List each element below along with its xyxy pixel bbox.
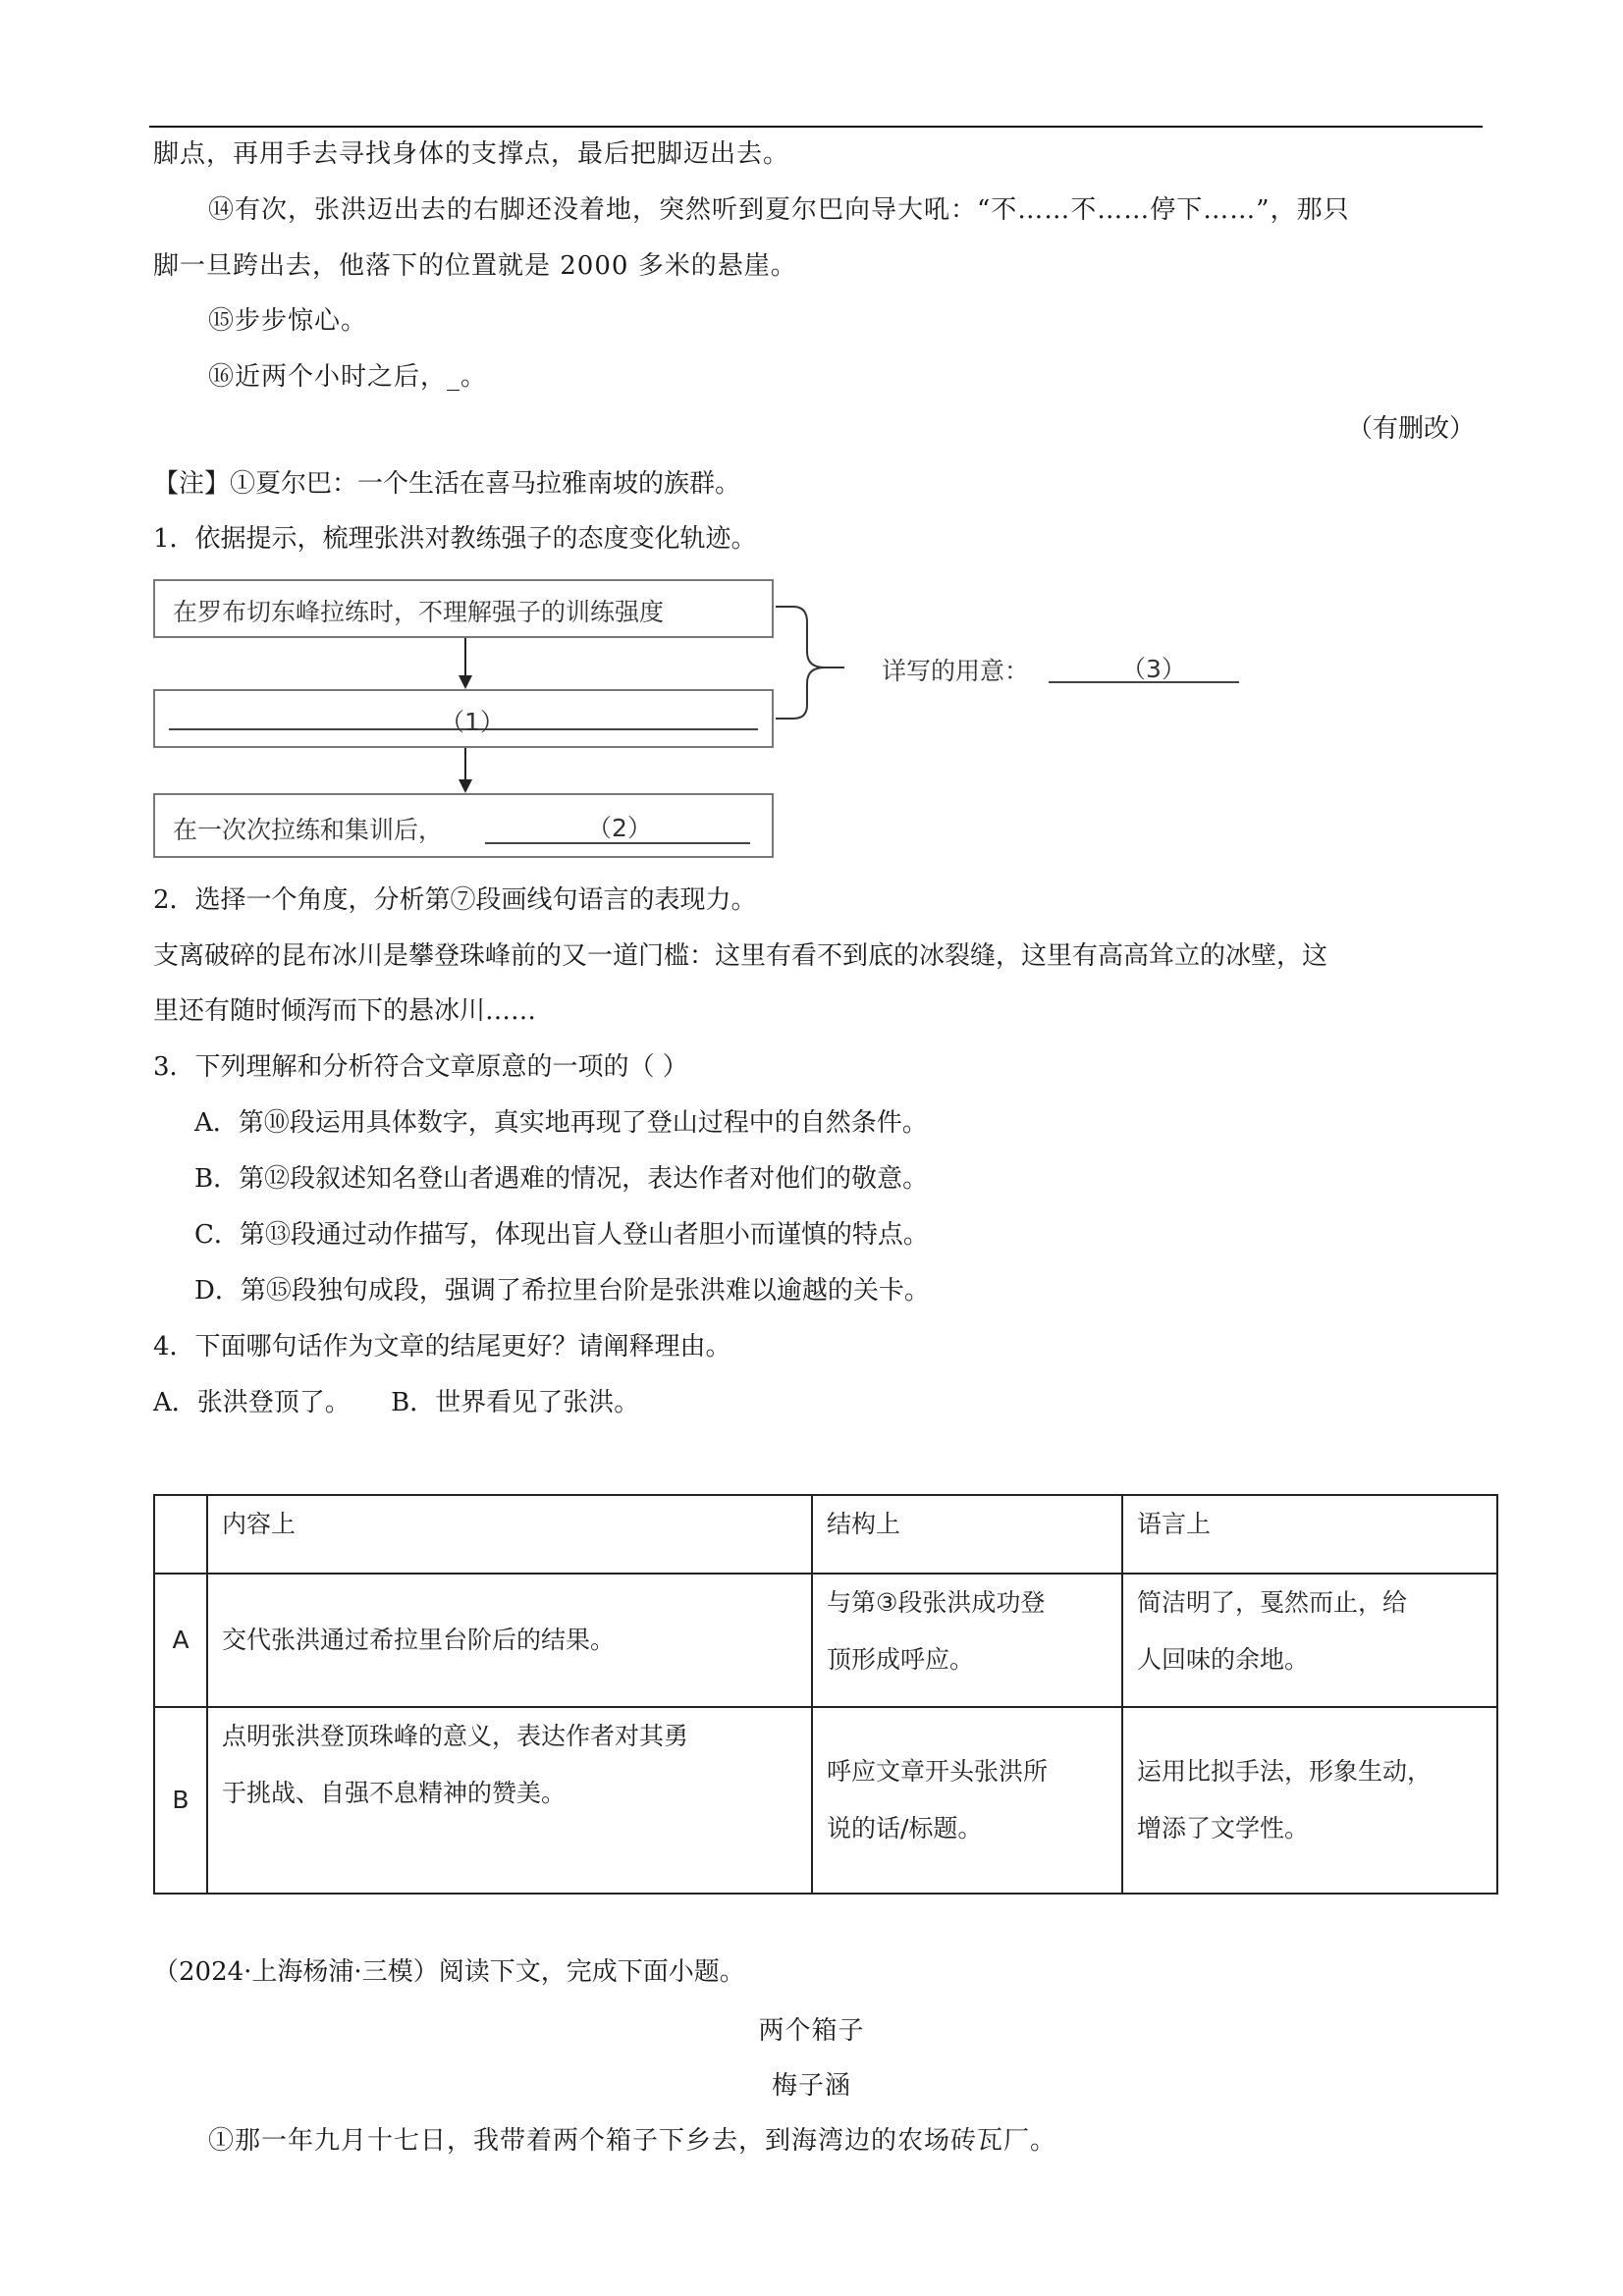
row-b-language-line-1: 运用比拟手法，形象生动， [1137,1757,1433,1786]
article-author: 梅子涵 [771,2071,851,2101]
question-4-prompt: 4．下面哪句话作为文章的结尾更好？请阐释理由。 [153,1332,731,1362]
question-1-prompt: 1．依据提示，梳理张洪对教练强子的态度变化轨迹。 [153,524,757,554]
table-header-language: 语言上 [1122,1495,1497,1574]
table-header-structure: 结构上 [812,1495,1122,1574]
row-a-language-line-2: 人回味的余地。 [1137,1645,1310,1674]
question-3-option-d: D．第⑮段独句成段，强调了希拉里台阶是张洪难以逾越的关卡。 [194,1276,930,1306]
row-b-language [1122,1707,1497,1894]
row-b-content-line-1: 点明张洪登顶珠峰的意义，表达作者对其勇 [222,1722,689,1750]
row-a-language-line-1: 简洁明了，戛然而止，给 [1137,1588,1408,1617]
flowchart-connectors [0,0,1623,883]
paragraph-14-line-1: ⑭有次，张洪迈出去的右脚还没着地，突然听到夏尔巴向导大吼：“不……不……停下……”，那只 [208,195,1350,225]
question-3-option-c: C．第⑬段通过动作描写，体现出盲人登山者胆小而谨慎的特点。 [194,1220,929,1250]
article-paragraph-1: ①那一年九月十七日，我带着两个箱子下乡去，到海湾边的农场砖瓦厂。 [208,2126,1057,2156]
flow-box-3-text: 在一次次拉练和集训后， [173,816,444,844]
passage-line-1: 脚点，再用手去寻找身体的支撑点，最后把脚迈出去。 [153,139,790,169]
side-label: 详写的用意： [882,657,1030,685]
source-note: （有删改） [1347,414,1476,444]
table-header-row [154,1495,1497,1574]
row-b-label: B [154,1707,207,1894]
flow-box-1-text: 在罗布切东峰拉练时，不理解强子的训练强度 [173,598,665,626]
table-row-b [154,1707,1497,1894]
row-a-language [1122,1574,1497,1707]
section-intro: （2024·上海杨浦·三模）阅读下文，完成下面小题。 [153,1957,745,1987]
table-header-content: 内容上 [207,1495,812,1574]
table-row-a [154,1574,1497,1707]
article-title: 两个箱子 [758,2016,865,2046]
question-4-choices: A．张洪登顶了。 B．世界看见了张洪。 [153,1388,640,1417]
question-3-prompt: 3．下列理解和分析符合文章原意的一项的（ ） [153,1052,688,1082]
blank-3-label: （3） [1121,655,1186,683]
row-b-structure-line-1: 呼应文章开头张洪所 [827,1757,1049,1786]
paragraph-14-line-2: 脚一旦跨出去，他落下的位置就是 2000 多米的悬崖。 [153,251,797,281]
paragraph-16: ⑯近两个小时之后，_。 [208,362,488,392]
question-2-quote-line-2: 里还有随时倾泻而下的悬冰川…… [153,996,537,1026]
row-b-language-line-2: 增添了文学性。 [1137,1814,1310,1842]
blank-2-label: （2） [587,814,652,842]
question-3-option-a: A．第⑩段运用具体数字，真实地再现了登山过程中的自然条件。 [194,1108,928,1138]
answer-table [153,1494,1498,1895]
footnote: 【注】①夏尔巴：一个生活在喜马拉雅南坡的族群。 [153,469,741,499]
row-a-label: A [154,1574,207,1707]
row-a-content: 交代张洪通过希拉里台阶后的结果。 [207,1574,812,1707]
table-header-empty [154,1495,207,1574]
row-b-structure [812,1707,1122,1894]
question-2-prompt: 2．选择一个角度，分析第⑦段画线句语言的表现力。 [153,885,757,915]
row-b-content [207,1707,812,1894]
row-a-structure-line-1: 与第③段张洪成功登 [827,1588,1046,1617]
row-a-structure [812,1574,1122,1707]
paragraph-15: ⑮步步惊心。 [208,306,368,336]
blank-1-label: （1） [440,708,505,736]
question-2-quote-line-1: 支离破碎的昆布冰川是攀登珠峰前的又一道门槛：这里有看不到底的冰裂缝，这里有高高耸立的冰壁，这 [153,941,1328,971]
row-b-structure-line-2: 说的话/标题。 [827,1814,983,1842]
row-b-content-line-2: 于挑战、自强不息精神的赞美。 [222,1779,567,1807]
row-a-structure-line-2: 顶形成呼应。 [827,1645,975,1674]
question-3-option-b: B．第⑫段叙述知名登山者遇难的情况，表达作者对他们的敬意。 [194,1164,929,1194]
